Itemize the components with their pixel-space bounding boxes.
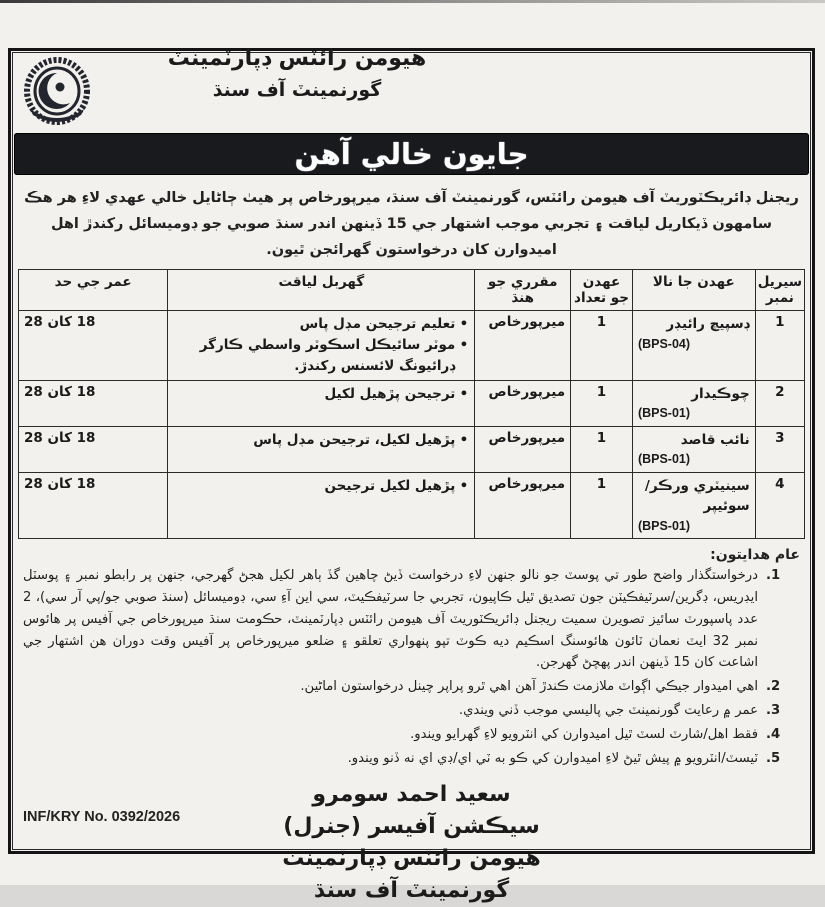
place-cell: ميرپورخاص xyxy=(475,381,571,427)
intro-paragraph: ريجنل ڊائريڪٽوريٽ آف هيومن رائٽس، گورنمينٽ آف سنڌ، ميرپورخاص پر هيٺ ڄاڻايل خالي عهدي لاءِ هر هڪ سامهون ڏيکاريل لياقت ۽ تجربي موجب اشتهار جي 15 ڏينهن اندر سنڌ صوبي جو ڊوميسائل رکندڙ اهل اميدوارن کان درخواستون گهرائجن ٿيون. xyxy=(24,190,799,259)
header-post: عهدن جا نالا xyxy=(632,270,755,311)
place-cell: ميرپورخاص xyxy=(475,427,571,473)
place-cell: ميرپورخاص xyxy=(475,473,571,539)
instruction-number: 2. xyxy=(766,679,781,695)
post-cell xyxy=(632,473,755,539)
instruction-text: اهي اميدوار جيڪي اڳواٽ ملازمت ڪندڙ آهن اهي ٿرو پراپر چينل درخواستون اماڻين. xyxy=(300,679,758,695)
qualification-item: • ترجيحن پڙهيل لکيل xyxy=(173,384,455,405)
signatory-name: سعيد احمد سومرو xyxy=(312,782,511,808)
age-cell: 18 کان 28 xyxy=(19,473,168,539)
qualification-item: • پڙهيل لکيل، ترجيحن مڊل پاس xyxy=(173,430,455,451)
instruction-text: درخواستگذار واضح طور تي پوسٽ جو نالو جنهن لاءِ درخواست ڏيڻ چاهين گڏ ٻاهر لکيل هجڻ گهرجي، جنهن پر رابطو نمبر ۽ پوسٽل ايڊريس، ڊگرين/سرٽيفڪيٽن جون تصديق ٿيل ڪاپيون، تجربي جا سرٽيفڪيٽ، سي اين آءِ سي، ڊوميسائل (سنڌ صوبي جو/پي آر سي)، 2 عدد پاسپورٽ سائيز تصويرن سميت ريجنل ڊائريڪٽوريٽ آف هيومن رائٽس ڊپارٽمينٽ، حڪومت سنڌ ميرپورخاص جي آفيس پر هائوس نمبر 32 ايٽ نعمان ٽائون هائوسنگ اسڪيم ديه ڪوٽ تپو پنهواري تعلقو ۽ ضلعو ميرپورخاص پر آفيس وقت دوران هن اشتهار جي اشاعت کان 15 ڏينهن اندر پهچڻ گهرجن. xyxy=(23,568,758,671)
count-cell: 1 xyxy=(571,381,633,427)
newspaper-ad-page xyxy=(0,3,825,903)
ad-header xyxy=(11,46,812,133)
instruction-number: 5. xyxy=(766,750,781,766)
ad-frame xyxy=(8,46,815,903)
instruction-item xyxy=(23,676,800,698)
vacancies-table xyxy=(18,269,805,539)
table-header-row xyxy=(19,270,805,311)
instruction-number: 4. xyxy=(766,726,781,742)
signatory-title: سيڪشن آفيسر (جنرل) xyxy=(283,814,540,840)
place-cell: ميرپورخاص xyxy=(475,311,571,381)
vacancy-banner xyxy=(14,133,809,175)
qualification-item: • پڙهيل لکيل ترجيحن xyxy=(173,476,455,497)
instruction-item xyxy=(23,724,800,746)
post-bps: (BPS-04) xyxy=(637,336,691,351)
qualification-cell xyxy=(168,311,475,381)
serial-cell: 1 xyxy=(755,311,804,381)
count-cell: 1 xyxy=(571,473,633,539)
header-serial: سيريل نمبر xyxy=(755,270,804,311)
signature-block xyxy=(252,779,572,907)
instruction-item xyxy=(23,565,800,674)
table-row xyxy=(19,311,805,381)
header-qualification: گهربل لياقت xyxy=(168,270,475,311)
advertisement-ref-number: INF/KRY No. 0392/2026 xyxy=(23,809,181,825)
signatory-department: هيومن رائٽس ڊپارٽمينٽ xyxy=(282,846,541,872)
count-cell: 1 xyxy=(571,311,633,381)
serial-cell: 3 xyxy=(755,427,804,473)
signatory-government: گورنمينٽ آف سنڌ xyxy=(313,878,510,903)
instruction-number: 1. xyxy=(766,568,781,584)
post-name: سينيٽري ورڪر/سوئيپر xyxy=(644,478,750,515)
serial-cell: 4 xyxy=(755,473,804,539)
post-cell xyxy=(632,311,755,381)
qualification-item: • تعليم ترجيحن مڊل پاس xyxy=(173,314,455,335)
department-title: هيومن رائٽس ڊپارٽمينٽ xyxy=(167,46,427,71)
header-count: عهدن جو تعداد xyxy=(571,270,633,311)
instruction-text: عمر ۾ رعايت گورنمينٽ جي پاليسي موجب ڏني ويندي. xyxy=(458,702,758,718)
instruction-text: ٽيسٽ/انٽرويو ۾ پيش ٿيڻ لاءِ اميدوارن کي ڪو به ٽي اي/ڊي اي نه ڏنو ويندو. xyxy=(347,750,758,766)
vacancy-banner-title: جايون خالي آهن xyxy=(294,137,529,171)
header-age: عمر جي حد xyxy=(19,270,168,311)
qualification-cell xyxy=(168,473,475,539)
instruction-text: فقط اهل/شارٽ لسٽ ٿيل اميدوارن کي انٽرويو لاءِ گهرايو ويندو. xyxy=(410,726,758,742)
header-place: مقرري جو هنڌ xyxy=(475,270,571,311)
government-title: گورنمينٽ آف سنڌ xyxy=(212,78,382,101)
serial-cell: 2 xyxy=(755,381,804,427)
count-cell: 1 xyxy=(571,427,633,473)
government-seal-icon xyxy=(20,57,92,131)
age-cell: 18 کان 28 xyxy=(19,381,168,427)
age-cell: 18 کان 28 xyxy=(19,311,168,381)
post-name: نائب قاصد xyxy=(680,432,750,449)
post-name: ڊسپيچ رائيڊر xyxy=(666,316,750,333)
post-cell xyxy=(632,381,755,427)
header-text xyxy=(167,45,427,101)
post-bps: (BPS-01) xyxy=(637,518,691,533)
age-cell: 18 کان 28 xyxy=(19,427,168,473)
table-row xyxy=(19,427,805,473)
instruction-item xyxy=(23,748,800,770)
post-bps: (BPS-01) xyxy=(637,452,691,467)
table-row xyxy=(19,473,805,539)
instruction-number: 3. xyxy=(766,702,781,718)
general-instructions xyxy=(23,547,800,769)
post-name: چوڪيدار xyxy=(691,386,750,403)
instructions-heading: عام هدايتون: xyxy=(710,547,800,564)
qualification-cell xyxy=(168,427,475,473)
post-bps: (BPS-01) xyxy=(637,406,691,421)
instruction-item xyxy=(23,700,800,722)
table-row xyxy=(19,381,805,427)
qualification-cell xyxy=(168,381,475,427)
post-cell xyxy=(632,427,755,473)
qualification-item: • موٽر سائيڪل اسڪوٽر واسطي ڪارگر ڊرائيونگ لائسنس رکندڙ. xyxy=(173,335,455,377)
